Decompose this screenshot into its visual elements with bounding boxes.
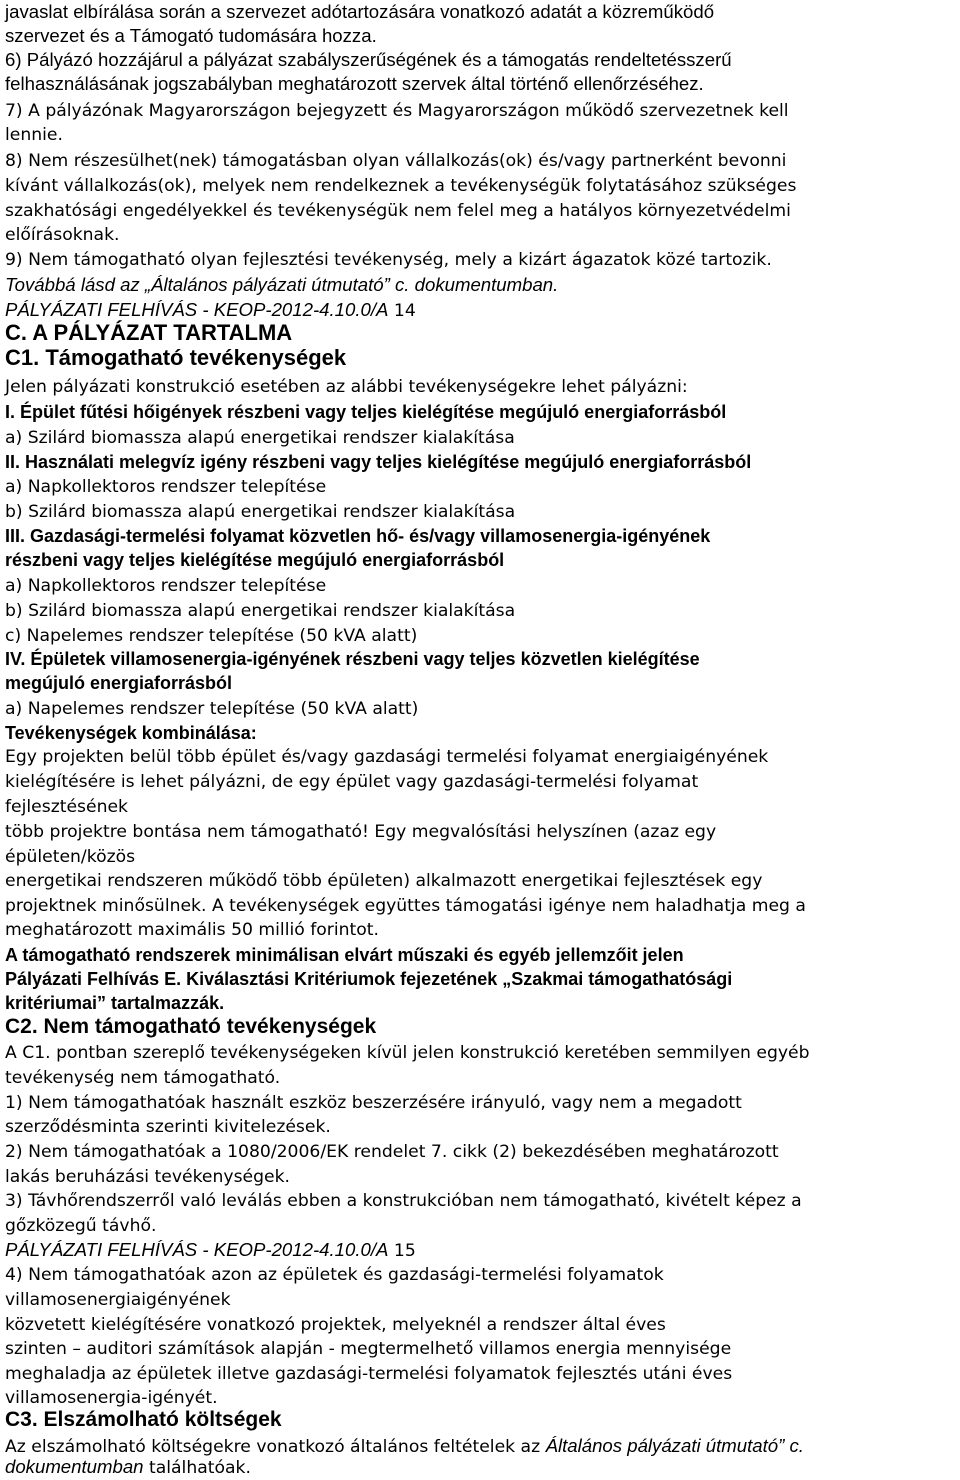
text-line: 3) Távhőrendszerről való leválás ebben a konstrukcióban nem támogatható, kivételt képez a (5, 1191, 802, 1211)
text-line: a) Napkollektoros rendszer telepítése (5, 477, 327, 497)
text-line: 7) A pályázónak Magyarországon bejegyzett és Magyarországon működő szervezetnek kell (5, 101, 789, 121)
category-heading: I. Épület fűtési hőigények részbeni vagy teljes kielégítése megújuló energiaforrásból (5, 402, 727, 422)
text-line: kielégítésére is lehet pályázni, de egy épület vagy gazdasági-termelési folyamat (5, 772, 699, 792)
subheading-combination: Tevékenységek kombinálása: (5, 723, 257, 743)
text-line: szinten – auditori számítások alapján - megtermelhető villamos energia mennyisége (5, 1339, 732, 1359)
text-line: Jelen pályázati konstrukció esetében az alábbi tevékenységekre lehet pályázni: (5, 377, 688, 397)
text-line: 4) Nem támogathatóak azon az épületek és gazdasági-termelési folyamatok (5, 1265, 664, 1285)
category-heading: III. Gazdasági-termelési folyamat közvetlen hő- és/vagy villamosenergia-igényének (5, 526, 711, 546)
section-heading-c3: C3. Elszámolható költségek (5, 1408, 282, 1431)
text-line: villamosenergia-igényét. (5, 1388, 218, 1408)
bold-note: A támogatható rendszerek minimálisan elvárt műszaki és egyéb jellemzőit jelen (5, 945, 684, 965)
bold-note: kritériumai” tartalmazzák. (5, 993, 225, 1013)
text-line: épületen/közös (5, 847, 136, 867)
text-line: közvetett kielégítésére vonatkozó projektek, melyeknél a rendszer által éves (5, 1315, 666, 1335)
text-line: több projektre bontása nem támogatható! Egy megvalósítási helyszínen (azaz egy (5, 822, 717, 842)
category-heading: IV. Épületek villamosenergia-igényének részbeni vagy teljes közvetlen kielégítése (5, 649, 700, 669)
text-line: projektnek minősülnek. A tevékenységek együttes támogatási igénye nem haladhatja meg a (5, 896, 806, 916)
text-line: Egy projekten belül több épület és/vagy gazdasági termelési folyamat energiaigényének (5, 747, 769, 767)
text-line: lennie. (5, 125, 63, 145)
text-line: a) Szilárd biomassza alapú energetikai rendszer kialakítása (5, 428, 515, 448)
text-line: b) Szilárd biomassza alapú energetikai rendszer kialakítása (5, 601, 516, 621)
text-line: 2) Nem támogathatóak a 1080/2006/EK rendelet 7. cikk (2) bekezdésében meghatározott (5, 1142, 779, 1162)
text-line: Az elszámolható költségekre vonatkozó általános feltételek az Általános pályázati útmutató” c. (5, 1435, 804, 1457)
text-line: 6) Pályázó hozzájárul a pályázat szabályszerűségének és a támogatás rendeltetésszerű (5, 49, 732, 70)
text-line: meghaladja az épületek illetve gazdasági-termelési folyamatok fejlesztés utáni éves (5, 1364, 733, 1384)
text-line: javaslat elbírálása során a szervezet adótartozására vonatkozó adatát a közreműködő (5, 1, 715, 22)
text-line: szervezet és a Támogató tudomására hozza. (5, 25, 377, 46)
text-line: b) Szilárd biomassza alapú energetikai rendszer kialakítása (5, 502, 516, 522)
bold-note: Pályázati Felhívás E. Kiválasztási Kritériumok fejezetének „Szakmai támogathatósági (5, 969, 733, 989)
text-line: lakás beruházási tevékenységek. (5, 1167, 290, 1187)
section-heading-c: C. A PÁLYÁZAT TARTALMA (5, 320, 293, 345)
text-line: tevékenység nem támogatható. (5, 1068, 281, 1088)
text-line: c) Napelemes rendszer telepítése (50 kVA alatt) (5, 626, 418, 646)
category-heading: II. Használati melegvíz igény részbeni vagy teljes kielégítése megújuló energiaforrásból (5, 452, 752, 472)
section-heading-c1: C1. Támogatható tevékenységek (5, 345, 347, 370)
text-line: meghatározott maximális 50 millió forintot. (5, 920, 379, 940)
category-heading: megújuló energiaforrásból (5, 673, 233, 693)
category-heading: részbeni vagy teljes kielégítése megújuló energiaforrásból (5, 550, 505, 570)
section-heading-c2: C2. Nem támogatható tevékenységek (5, 1015, 377, 1038)
text-line: 8) Nem részesülhet(nek) támogatásban olyan vállalkozás(ok) és/vagy partnerként bevonni (5, 151, 787, 171)
text-line: felhasználásának jogszabályban meghatározott szervek által történő ellenőrzéséhez. (5, 73, 704, 94)
text-line: 9) Nem támogatható olyan fejlesztési tevékenység, mely a kizárt ágazatok közé tartozik. (5, 250, 772, 270)
text-line: előírásoknak. (5, 225, 120, 245)
text-line: villamosenergiaigényének (5, 1290, 231, 1310)
text-line: gőzközegű távhő. (5, 1216, 157, 1236)
page-footer: PÁLYÁZATI FELHÍVÁS - KEOP-2012-4.10.0/A 15 (5, 1239, 416, 1261)
text-line: energetikai rendszeren működő több épületen) alkalmazott energetikai fejlesztések egy (5, 871, 763, 891)
text-line: 1) Nem támogathatóak használt eszköz beszerzésére irányuló, vagy nem a megadott (5, 1093, 742, 1113)
text-line: kívánt vállalkozás(ok), melyek nem rendelkeznek a tevékenységük folytatásához szükséges (5, 176, 797, 196)
text-line: a) Napkollektoros rendszer telepítése (5, 576, 327, 596)
reference-note: Továbbá lásd az „Általános pályázati útmutató” c. dokumentumban. (5, 274, 559, 295)
text-line: a) Napelemes rendszer telepítése (50 kVA alatt) (5, 699, 419, 719)
text-line: A C1. pontban szereplő tevékenységeken kívül jelen konstrukció keretében semmilyen egyéb (5, 1043, 810, 1063)
text-line: szakhatósági engedélyekkel és tevékenységük nem felel meg a hatályos környezetvédelmi (5, 201, 791, 221)
text-line: fejlesztésének (5, 797, 128, 817)
text-line: szerződésminta szerinti kivitelezések. (5, 1117, 331, 1137)
text-line: dokumentumban találhatóak. (5, 1456, 251, 1478)
page-footer: PÁLYÁZATI FELHÍVÁS - KEOP-2012-4.10.0/A 14 (5, 299, 416, 321)
